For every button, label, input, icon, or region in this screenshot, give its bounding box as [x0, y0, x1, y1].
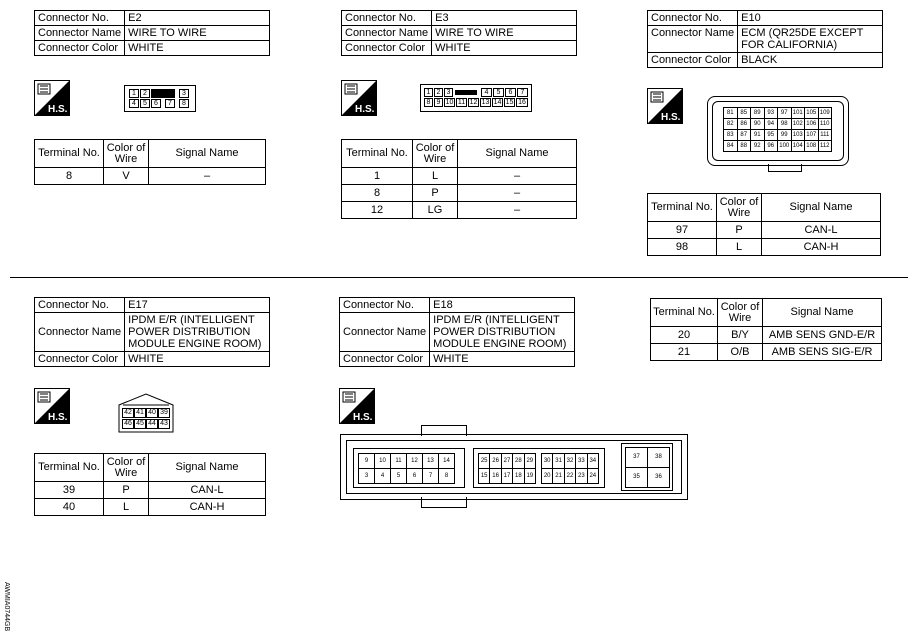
pin: 5	[140, 99, 150, 108]
signal-name-header: Signal Name	[762, 194, 881, 222]
connector-color-label: Connector Color	[340, 352, 430, 367]
table-row	[648, 222, 881, 239]
signal-cell: –	[149, 168, 266, 185]
terminal-cell: 21	[651, 344, 718, 361]
pin: 38	[647, 447, 670, 468]
connector-key	[151, 89, 175, 98]
pin: 5	[493, 88, 504, 97]
terminal-cell: 40	[35, 499, 104, 516]
svg-text:H.S.: H.S.	[48, 104, 68, 115]
e18-connector-face	[340, 434, 688, 500]
pin-block-b	[473, 448, 605, 488]
svg-text:H.S.: H.S.	[353, 412, 373, 423]
color-of-wire-header: Color of Wire	[718, 299, 763, 327]
svg-text:H.S.: H.S.	[48, 412, 68, 423]
pin: 92	[750, 140, 765, 152]
pin: 21	[552, 468, 564, 484]
connector-key	[455, 90, 477, 95]
terminal-no-header: Terminal No.	[35, 454, 104, 482]
pin: 15	[478, 468, 490, 484]
pin: 14	[493, 99, 502, 106]
signal-cell: AMB SENS SIG-E/R	[763, 344, 882, 361]
connector-color-label: Connector Color	[342, 41, 432, 56]
pin: 41	[134, 408, 146, 418]
connector-color-value: WHITE	[430, 352, 575, 367]
pin: 29	[524, 453, 536, 469]
e10-pin-grid	[723, 107, 833, 153]
pin: 7	[422, 468, 439, 484]
connector-name-label: Connector Name	[340, 313, 430, 352]
pin: 11	[457, 99, 466, 106]
pin: 37	[625, 447, 648, 468]
wire-cell: P	[717, 222, 762, 239]
connector-color-value: WHITE	[125, 41, 270, 56]
connector-no-value: E18	[430, 298, 575, 313]
pin: 13	[422, 453, 439, 469]
connector-color-value: WHITE	[125, 352, 270, 367]
terminal-no-header: Terminal No.	[35, 140, 104, 168]
pin: 107	[804, 129, 819, 141]
hs-icon	[339, 388, 375, 424]
wire-cell: LG	[413, 202, 458, 219]
wire-cell: P	[104, 482, 149, 499]
pin-block-a	[353, 448, 465, 488]
connector-name-label: Connector Name	[35, 313, 125, 352]
pin: 8	[438, 468, 455, 484]
pin: 105	[804, 107, 819, 119]
table-row	[342, 202, 577, 219]
pin: 28	[512, 453, 524, 469]
pin: 84	[723, 140, 738, 152]
pin: 102	[791, 118, 806, 130]
pin: 19	[524, 468, 536, 484]
terminal-no-header: Terminal No.	[342, 140, 413, 168]
pin: 106	[804, 118, 819, 130]
pin: 45	[134, 419, 146, 429]
pin: 111	[818, 129, 833, 141]
e2-connector-face	[124, 85, 196, 112]
pin: 42	[122, 408, 134, 418]
pin: 16	[516, 98, 528, 107]
pin: 26	[489, 453, 501, 469]
signal-name-header: Signal Name	[763, 299, 882, 327]
pin: 6	[505, 88, 516, 97]
e10-terminal-table	[647, 193, 881, 256]
connector-no-label: Connector No.	[340, 298, 430, 313]
terminal-cell: 1	[342, 168, 413, 185]
terminal-cell: 8	[342, 185, 413, 202]
e10-connector-face	[707, 96, 849, 166]
hs-icon	[647, 88, 683, 124]
table-row	[648, 239, 881, 256]
hs-icon	[34, 388, 70, 424]
pin: 13	[481, 99, 490, 106]
color-of-wire-header: Color of Wire	[717, 194, 762, 222]
connector-name-label: Connector Name	[35, 26, 125, 41]
connector-no-label: Connector No.	[342, 11, 432, 26]
pin: 89	[750, 107, 765, 119]
connector-name-value: WIRE TO WIRE	[125, 26, 270, 41]
pin: 91	[750, 129, 765, 141]
pin: 101	[791, 107, 806, 119]
color-of-wire-header: Color of Wire	[104, 140, 149, 168]
pin: 9	[358, 453, 375, 469]
pin: 83	[723, 129, 738, 141]
pin: 96	[764, 140, 779, 152]
pin: 2	[140, 89, 150, 98]
pin: 109	[818, 107, 833, 119]
pin: 7	[165, 99, 175, 108]
pin: 30	[541, 453, 553, 469]
pin-grid	[478, 453, 602, 485]
connector-latch-bottom	[421, 497, 467, 508]
wire-cell: B/Y	[718, 327, 763, 344]
signal-cell: –	[458, 185, 577, 202]
e3-info-table	[341, 10, 577, 56]
pin: 110	[818, 118, 833, 130]
pin: 8	[179, 99, 189, 108]
pin: 99	[777, 129, 792, 141]
pin: 18	[512, 468, 524, 484]
pin: 11	[390, 453, 407, 469]
e18-terminal-table	[650, 298, 882, 361]
connector-no-label: Connector No.	[35, 11, 125, 26]
connector-name-value: IPDM E/R (INTELLIGENT POWER DISTRIBUTION MODULE ENGINE ROOM)	[125, 313, 270, 352]
e10-info-table	[647, 10, 883, 68]
terminal-cell: 8	[35, 168, 104, 185]
pin: 4	[129, 99, 139, 108]
pin: 40	[146, 408, 158, 418]
connector-name-value: IPDM E/R (INTELLIGENT POWER DISTRIBUTION MODULE ENGINE ROOM)	[430, 313, 575, 352]
pin: 4	[374, 468, 391, 484]
connector-no-value: E10	[738, 11, 883, 26]
pin: 31	[552, 453, 564, 469]
pin: 103	[791, 129, 806, 141]
pin: 22	[564, 468, 576, 484]
pin: 44	[146, 419, 158, 429]
pin: 34	[587, 453, 599, 469]
table-row	[651, 344, 882, 361]
e3-connector-face	[420, 84, 532, 112]
signal-cell: –	[458, 168, 577, 185]
hs-icon	[341, 80, 377, 116]
connector-name-label: Connector Name	[648, 26, 738, 53]
e17-info-table	[34, 297, 270, 367]
pin: 46	[122, 419, 134, 429]
terminal-no-header: Terminal No.	[651, 299, 718, 327]
connector-name-value: ECM (QR25DE EXCEPT FOR CALIFORNIA)	[738, 26, 883, 53]
signal-name-header: Signal Name	[458, 140, 577, 168]
e3-terminal-table	[341, 139, 577, 219]
pin: 6	[151, 99, 161, 108]
e2-terminal-table	[34, 139, 266, 185]
table-row	[342, 185, 577, 202]
pin: 16	[489, 468, 501, 484]
wire-cell: L	[413, 168, 458, 185]
connector-no-value: E3	[432, 11, 577, 26]
table-row	[35, 168, 266, 185]
connector-color-value: BLACK	[738, 53, 883, 68]
pin: 33	[575, 453, 587, 469]
signal-cell: CAN-L	[149, 482, 266, 499]
pin: 24	[587, 468, 599, 484]
pin: 15	[505, 99, 514, 106]
connector-name-value: WIRE TO WIRE	[432, 26, 577, 41]
pin: 35	[625, 467, 648, 488]
svg-text:H.S.: H.S.	[355, 104, 375, 115]
pin: 3	[179, 89, 189, 98]
pin: 95	[764, 129, 779, 141]
connector-color-label: Connector Color	[35, 352, 125, 367]
section-divider	[10, 277, 908, 278]
table-row	[35, 499, 266, 516]
pin: 10	[374, 453, 391, 469]
hs-icon	[34, 80, 70, 116]
e2-info-table	[34, 10, 270, 56]
pin: 3	[444, 88, 453, 97]
wire-cell: V	[104, 168, 149, 185]
wire-cell: P	[413, 185, 458, 202]
terminal-cell: 39	[35, 482, 104, 499]
pin: 86	[737, 118, 752, 130]
pin: 93	[764, 107, 779, 119]
pin: 7	[517, 88, 528, 97]
terminal-no-header: Terminal No.	[648, 194, 717, 222]
e17-terminal-table	[34, 453, 266, 516]
signal-cell: –	[458, 202, 577, 219]
pin: 2	[434, 88, 443, 97]
signal-cell: CAN-H	[762, 239, 881, 256]
pin: 8	[424, 98, 433, 107]
pin: 5	[390, 468, 407, 484]
pin: 104	[791, 140, 806, 152]
pin: 23	[575, 468, 587, 484]
wire-cell: O/B	[718, 344, 763, 361]
wire-cell: L	[104, 499, 149, 516]
pin: 1	[129, 89, 139, 98]
pin: 9	[434, 98, 443, 107]
pin: 100	[777, 140, 792, 152]
svg-text:H.S.: H.S.	[661, 112, 681, 123]
pin: 27	[501, 453, 513, 469]
pin: 20	[541, 468, 553, 484]
connector-no-value: E17	[125, 298, 270, 313]
pin: 4	[481, 88, 492, 97]
terminal-cell: 98	[648, 239, 717, 256]
signal-cell: CAN-L	[762, 222, 881, 239]
pin-grid	[625, 447, 669, 487]
connector-no-value: E2	[125, 11, 270, 26]
connector-color-label: Connector Color	[648, 53, 738, 68]
pin: 108	[804, 140, 819, 152]
table-row	[342, 168, 577, 185]
pin-grid	[358, 453, 458, 483]
pin: 32	[564, 453, 576, 469]
signal-cell: AMB SENS GND-E/R	[763, 327, 882, 344]
e18-info-table	[339, 297, 575, 367]
pin: 82	[723, 118, 738, 130]
color-of-wire-header: Color of Wire	[104, 454, 149, 482]
table-row	[651, 327, 882, 344]
pin: 36	[647, 467, 670, 488]
pin: 94	[764, 118, 779, 130]
signal-name-header: Signal Name	[149, 454, 266, 482]
connector-color-value: WHITE	[432, 41, 577, 56]
pin: 14	[438, 453, 455, 469]
pin: 10	[445, 99, 454, 106]
table-row	[35, 482, 266, 499]
connector-no-label: Connector No.	[648, 11, 738, 26]
pin: 12	[469, 99, 478, 106]
pin: 90	[750, 118, 765, 130]
pin: 17	[501, 468, 513, 484]
e17-connector-face	[117, 393, 175, 433]
pin: 12	[406, 453, 423, 469]
terminal-cell: 12	[342, 202, 413, 219]
connector-no-label: Connector No.	[35, 298, 125, 313]
wire-cell: L	[717, 239, 762, 256]
pin-block-c	[621, 443, 673, 491]
color-of-wire-header: Color of Wire	[413, 140, 458, 168]
terminal-cell: 97	[648, 222, 717, 239]
pin: 112	[818, 140, 833, 152]
pin: 85	[737, 107, 752, 119]
pin: 81	[723, 107, 738, 119]
pin: 43	[158, 419, 170, 429]
connector-latch	[768, 164, 802, 172]
pin: 87	[737, 129, 752, 141]
document-code: AWMIA0744GB	[3, 582, 10, 632]
signal-name-header: Signal Name	[149, 140, 266, 168]
pin: 97	[777, 107, 792, 119]
connector-name-label: Connector Name	[342, 26, 432, 41]
pin: 98	[777, 118, 792, 130]
pin: 3	[358, 468, 375, 484]
pin: 1	[424, 88, 433, 97]
pin: 25	[478, 453, 490, 469]
pin: 88	[737, 140, 752, 152]
signal-cell: CAN-H	[149, 499, 266, 516]
terminal-cell: 20	[651, 327, 718, 344]
pin: 39	[158, 408, 170, 418]
pin: 6	[406, 468, 423, 484]
connector-color-label: Connector Color	[35, 41, 125, 56]
